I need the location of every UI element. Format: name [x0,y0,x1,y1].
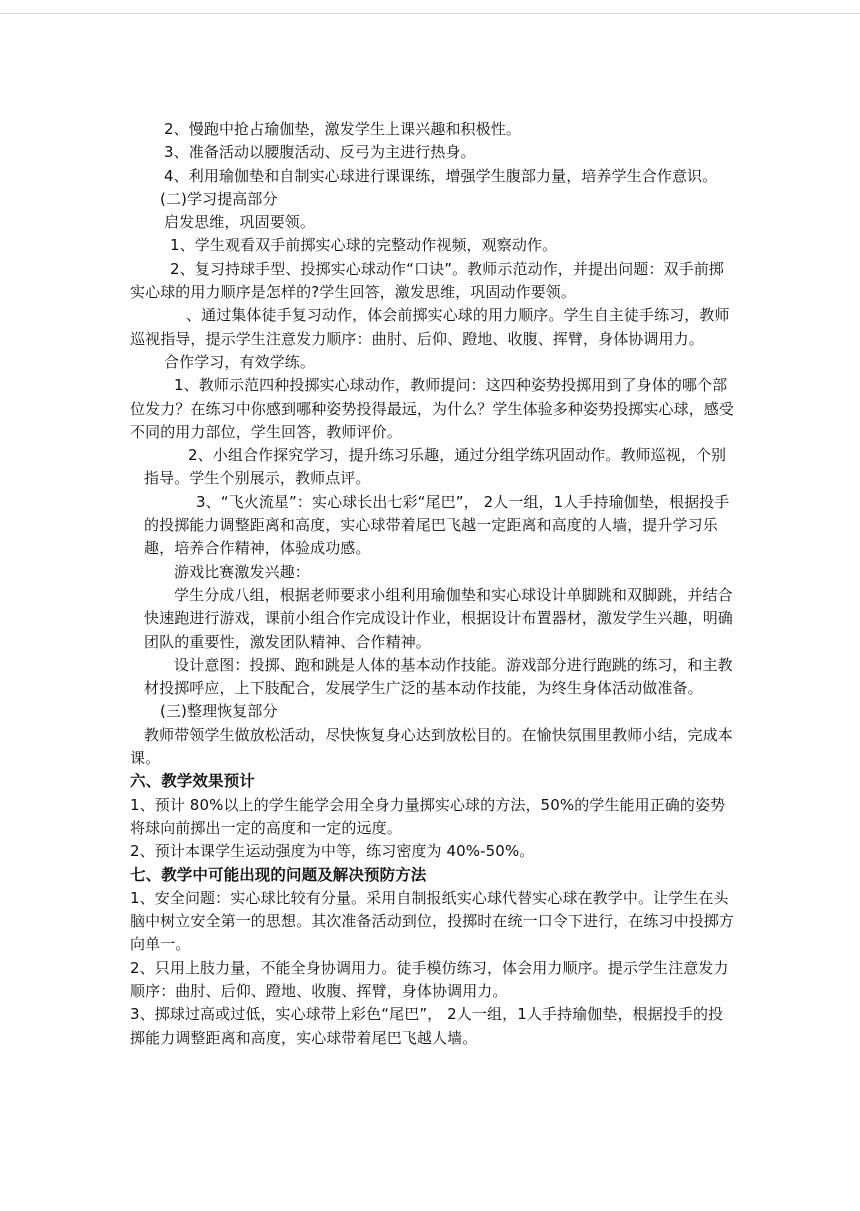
paragraph: 1、学生观看双手前掷实心球的完整动作视频，观察动作。 [170,236,558,255]
section-heading: (二)学习提高部分 [160,189,278,208]
paragraph: 设计意图：投掷、跑和跳是人体的基本动作技能。游戏部分进行跑跳的练习，和主教材投掷呼应，上下肢配合，发展学生广泛的基本动作技能，为终生身体活动做准备。 [144,655,733,698]
paragraph: 教师带领学生做放松活动，尽快恢复身心达到放松目的。在愉快氛围里教师小结，完成本课。 [130,725,733,768]
paragraph: 启发思维，巩固要领。 [164,213,316,232]
page-top-divider [0,13,860,14]
paragraph: 3、“飞火流星”：实心球长出七彩“尾巴”， 2人一组，1人手持瑜伽垫，根据投手的投掷能力调整距离和高度，实心球带着尾巴飞越一定距离和高度的人墙，提升学习乐趣，培养合作精神，体验成功感。 [144,492,730,558]
chapter-heading: 七、教学中可能出现的问题及解决预防方法 [130,865,427,884]
paragraph: 3、准备活动以腰腹活动、反弓为主进行热身。 [164,143,476,162]
chapter-heading: 六、教学效果预计 [130,772,255,791]
paragraph: 1、教师示范四种投掷实心球动作，教师提问：这四种姿势投掷用到了身体的哪个部位发力？在练习中你感到哪种姿势投得最远，为什么？学生体验多种姿势投掷实心球，感受不同的用力部位，学生回答，教师评价。 [130,376,735,441]
section-heading: (三)整理恢复部分 [160,702,278,721]
paragraph: 2、预计本课学生运动强度为中等，练习密度为 40%-50%。 [130,842,535,861]
paragraph: 2、复习持球手型、投掷实心球动作“口诀”。教师示范动作，并提出问题：双手前掷实心球的用力顺序是怎样的?学生回答，激发思维，巩固动作要领。 [130,259,724,302]
paragraph: 学生分成八组，根据老师要求小组利用瑜伽垫和实心球设计单脚跳和双脚跳，并结合快速跑进行游戏，课前小组合作完成设计作业，根据设计布置器材，激发学生兴趣，明确团队的重要性，激发团队精神、合作精神。 [144,585,733,651]
paragraph: 1、预计 80%以上的学生能学会用全身力量掷实心球的方法，50%的学生能用正确的姿势将球向前掷出一定的高度和一定的远度。 [130,795,726,837]
paragraph: 游戏比赛激发兴趣： [174,562,310,581]
paragraph: 2、小组合作探究学习，提升练习乐趣，通过分组学练巩固动作。教师巡视，个别指导。学生个别展示，教师点评。 [144,446,727,488]
paragraph: 、通过集体徒手复习动作，体会前掷实心球的用力顺序。学生自主徒手练习，教师巡视指导，提示学生注意发力顺序：曲肘、后仰、蹬地、收腹、挥臂，身体协调用力。 [130,306,730,348]
paragraph: 2、慢跑中抢占瑜伽垫，激发学生上课兴趣和积极性。 [164,120,521,138]
paragraph: 3、掷球过高或过低，实心球带上彩色“尾巴”， 2人一组，1人手持瑜伽垫，根据投手的投掷能力调整距离和高度，实心球带着尾巴飞越人墙。 [130,1005,724,1047]
paragraph: 合作学习，有效学练。 [164,352,316,371]
document-body [130,118,735,1050]
paragraph: 2、只用上肢力量，不能全身协调用力。徒手模仿练习，体会用力顺序。提示学生注意发力顺序：曲肘、后仰、蹬地、收腹、挥臂，身体协调用力。 [130,958,729,1000]
paragraph: 4、利用瑜伽垫和自制实心球进行课课练，增强学生腹部力量，培养学生合作意识。 [164,166,718,185]
paragraph: 1、安全问题：实心球比较有分量。采用自制报纸实心球代替实心球在教学中。让学生在头脑中树立安全第一的思想。其次准备活动到位，投掷时在统一口令下进行，在练习中投掷方向单一。 [130,888,735,954]
